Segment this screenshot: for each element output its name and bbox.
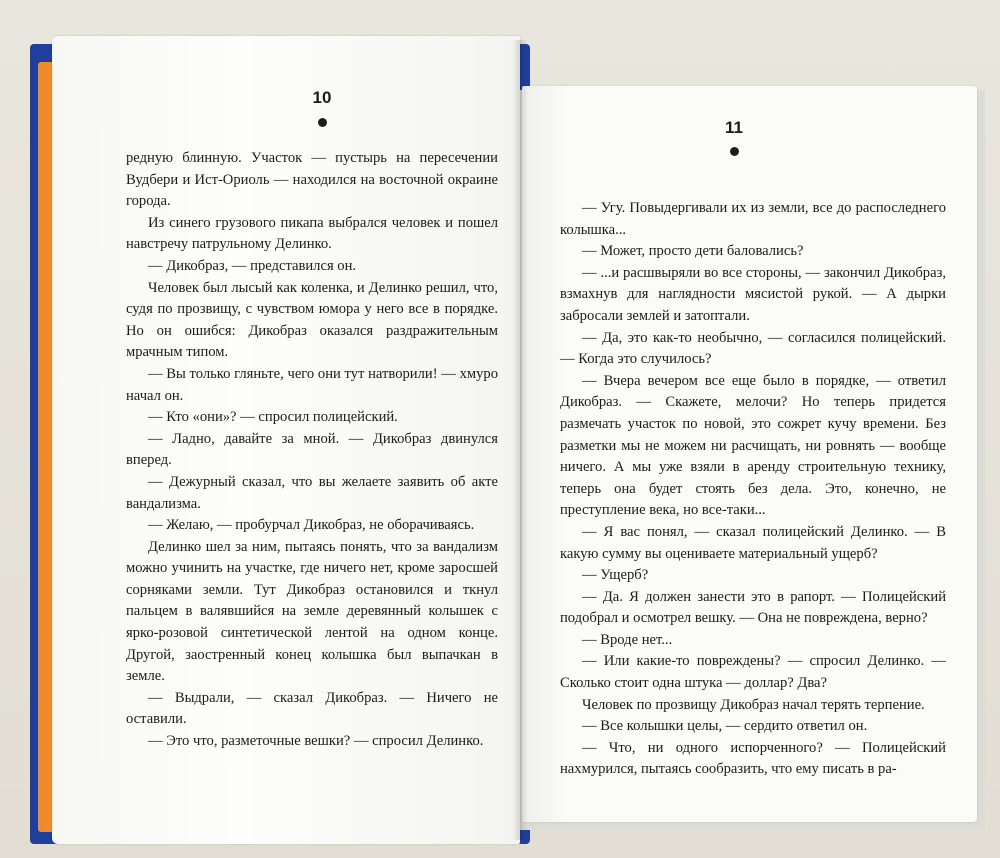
paragraph: — Что, ни одного испорченного? — Полицейский нахмурился, пытаясь сообразить, что ему писать в ра- <box>560 739 946 778</box>
paragraph: — Кто «они»? — спросил полицейский. <box>148 409 398 426</box>
paragraph: — Дикобраз, — представился он. <box>148 257 357 274</box>
paragraph: Человек по прозвищу Дикобраз начал терять терпение. <box>582 696 925 713</box>
paragraph: Делинко шел за ним, пытаясь понять, что за вандализм можно учинить на участке, где ничего нет, кроме заросшей сорняками земли. Тут Дикобраз остановился и ткнул пальцем в валявшийся на земле деревянный колышек с ярко-розовой синтетической лентой на одном конце. Другой, заостренный конец колышка был выпачкан в земле. <box>126 538 498 685</box>
paragraph: — Да. Я должен занести это в рапорт. — Полицейский подобрал и осмотрел вешку. — Она не повреждена, верно? <box>560 588 946 627</box>
paragraph: — Может, просто дети баловались? <box>582 243 804 260</box>
paragraph: — Да, это как-то необычно, — согласился полицейский. — Когда это случилось? <box>560 329 946 368</box>
paragraph: — Это что, разметочные вешки? — спросил Делинко. <box>148 733 484 750</box>
paragraph: — Дежурный сказал, что вы желаете заявить об акте вандализма. <box>126 473 498 512</box>
left-page-text <box>126 148 498 753</box>
paragraph: — Все колышки целы, — сердито ответил он. <box>582 718 868 735</box>
paragraph: — Ущерб? <box>582 567 649 584</box>
right-page-ornament-dot <box>730 147 739 156</box>
paragraph: — Или какие-то повреждены? — спросил Делинко. — Сколько стоит одна штука — доллар? Два? <box>560 653 946 692</box>
paragraph: Человек был лысый как коленка, и Делинко решил, что, судя по прозвищу, с чувством юмора у него все в порядке. Но он ошибся: Дикобраз оказался раздражительным мрачным типом. <box>126 279 498 361</box>
paragraph: Из синего грузового пикапа выбрался человек и пошел навстречу патрульному Делинко. <box>126 214 498 253</box>
right-page <box>522 86 977 822</box>
paragraph: — Желаю, — пробурчал Дикобраз, не оборачиваясь. <box>148 517 475 534</box>
paragraph: — Вроде нет... <box>582 631 673 648</box>
paragraph: — Ладно, давайте за мной. — Дикобраз двинулся вперед. <box>126 430 498 469</box>
paragraph: — Я вас понял, — сказал полицейский Делинко. — В какую сумму вы оцениваете материальный ущерб? <box>560 523 946 562</box>
paragraph: — Вы только гляньте, чего они тут натворили! — хмуро начал он. <box>126 365 498 404</box>
paragraph: — Выдрали, — сказал Дикобраз. — Ничего не оставили. <box>126 689 498 728</box>
left-page <box>52 36 520 844</box>
right-page-number: 11 <box>725 118 743 137</box>
paragraph: — ...и расшвыряли во все стороны, — закончил Дикобраз, взмахнув для наглядности мясистой рукой. — А дырки забросали землей и затоптали. <box>560 264 946 324</box>
left-page-number: 10 <box>312 88 332 107</box>
left-page-ornament-dot <box>318 118 327 127</box>
paragraph: редную блинную. Участок — пустырь на пересечении Вудбери и Ист-Ориоль — находился на восточной окраине города. <box>126 150 498 210</box>
paragraph: — Вчера вечером все еще было в порядке, — ответил Дикобраз. — Скажете, мелочи? Но теперь придется размечать участок по новой, это сожрет кучу времени. Без разметки мы не можем ни расчищать, ни ровнять — вообще ничего. А мы уже взяли в аренду строительную технику, теперь она будет стоять без дела. Это, конечно, не преступление века, но все-таки... <box>560 372 946 519</box>
right-page-text <box>560 198 946 781</box>
paragraph: — Угу. Повыдергивали их из земли, все до распоследнего колышка... <box>560 200 946 238</box>
book-gutter <box>512 40 528 840</box>
